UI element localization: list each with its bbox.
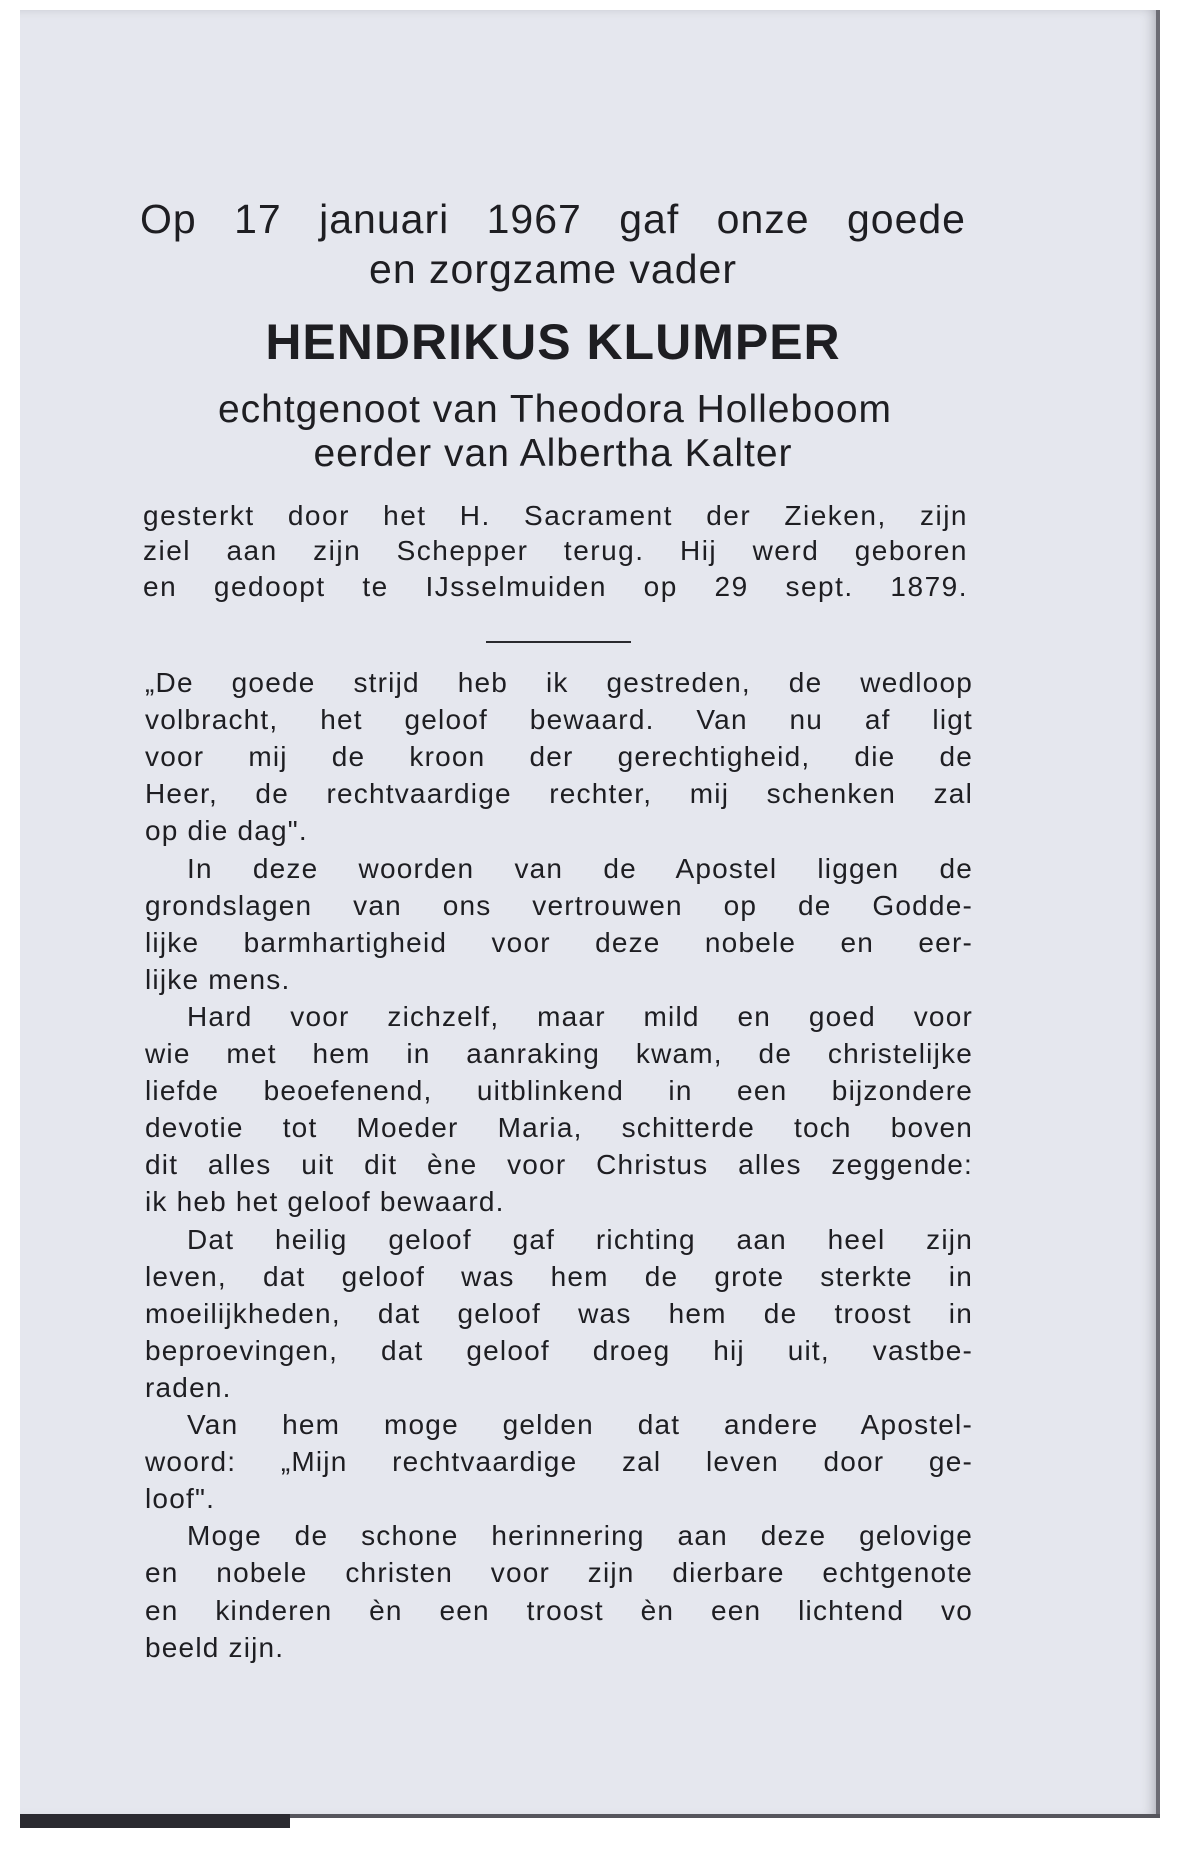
body-line: devotie tot Moeder Maria, schitterde toch boven (145, 1112, 973, 1144)
spouse-line: echtgenoot van Theodora Holleboom (217, 388, 893, 431)
body-line: volbracht, het geloof bewaard. Van nu af ligt (145, 704, 973, 736)
former-spouse-line: eerder van Albertha Kalter (313, 432, 793, 475)
body-line: woord: „Mijn rechtvaardige zal leven door ge- (145, 1446, 973, 1478)
body-line: loof". (145, 1483, 216, 1515)
body-line: raden. (145, 1371, 232, 1403)
body-line: wie met hem in aanraking kwam, de christelijke (145, 1038, 973, 1069)
body-line: Heer, de rechtvaardige rechter, mij schenken zal (145, 778, 973, 810)
body-line: en kinderen èn een troost èn een lichtend vo (145, 1594, 973, 1626)
body-line: leven, dat geloof was hem de grote sterkte in (145, 1260, 973, 1292)
body-line: moeilijkheden, dat geloof was hem de troost in (145, 1297, 973, 1329)
header-line-2: en zorgzame vader (369, 246, 737, 292)
body-line: grondslagen van ons vertrouwen op de Godde- (145, 889, 973, 921)
body-line: ik heb het geloof bewaard. (145, 1186, 505, 1218)
intro-line: ziel aan zijn Schepper terug. Hij werd geboren (143, 535, 968, 566)
deceased-name: HENDRIKUS KLUMPER (265, 314, 841, 370)
intro-line: gesterkt door het H. Sacrament der Zieken, zijn (143, 500, 968, 531)
body-line: lijke barmhartigheid voor deze nobele en eer- (145, 926, 973, 958)
body-line: beproevingen, dat geloof droeg hij uit, vastbe- (145, 1334, 973, 1366)
body-line: „De goede strijd heb ik gestreden, de wedloop (145, 667, 973, 698)
body-line: Hard voor zichzelf, maar mild en goed voor (187, 1000, 973, 1032)
body-line: op die dag". (145, 815, 308, 847)
divider (486, 641, 631, 643)
intro-line: en gedoopt te IJsselmuiden op 29 sept. 1879. (143, 571, 968, 602)
body-line: beeld zijn. (145, 1631, 285, 1663)
body-line: In deze woorden van de Apostel liggen de (187, 852, 973, 884)
body-line: Van hem moge gelden dat andere Apostel- (187, 1409, 973, 1440)
body-line: en nobele christen voor zijn dierbare echtgenote (145, 1557, 973, 1589)
header-line-1: Op 17 januari 1967 gaf onze goede (140, 196, 966, 242)
body-line: Moge de schone herinnering aan deze gelovige (187, 1520, 973, 1552)
body-line: Dat heilig geloof gaf richting aan heel zijn (187, 1223, 973, 1255)
card-shadow (20, 1814, 290, 1828)
card-edge-right (1156, 10, 1160, 1818)
body-line: voor mij de kroon der gerechtigheid, die de (145, 741, 973, 773)
body-line: liefde beoefenend, uitblinkend in een bijzondere (145, 1075, 973, 1107)
body-line: dit alles uit dit ène voor Christus alles zeggende: (145, 1149, 973, 1181)
body-line: lijke mens. (145, 963, 291, 995)
